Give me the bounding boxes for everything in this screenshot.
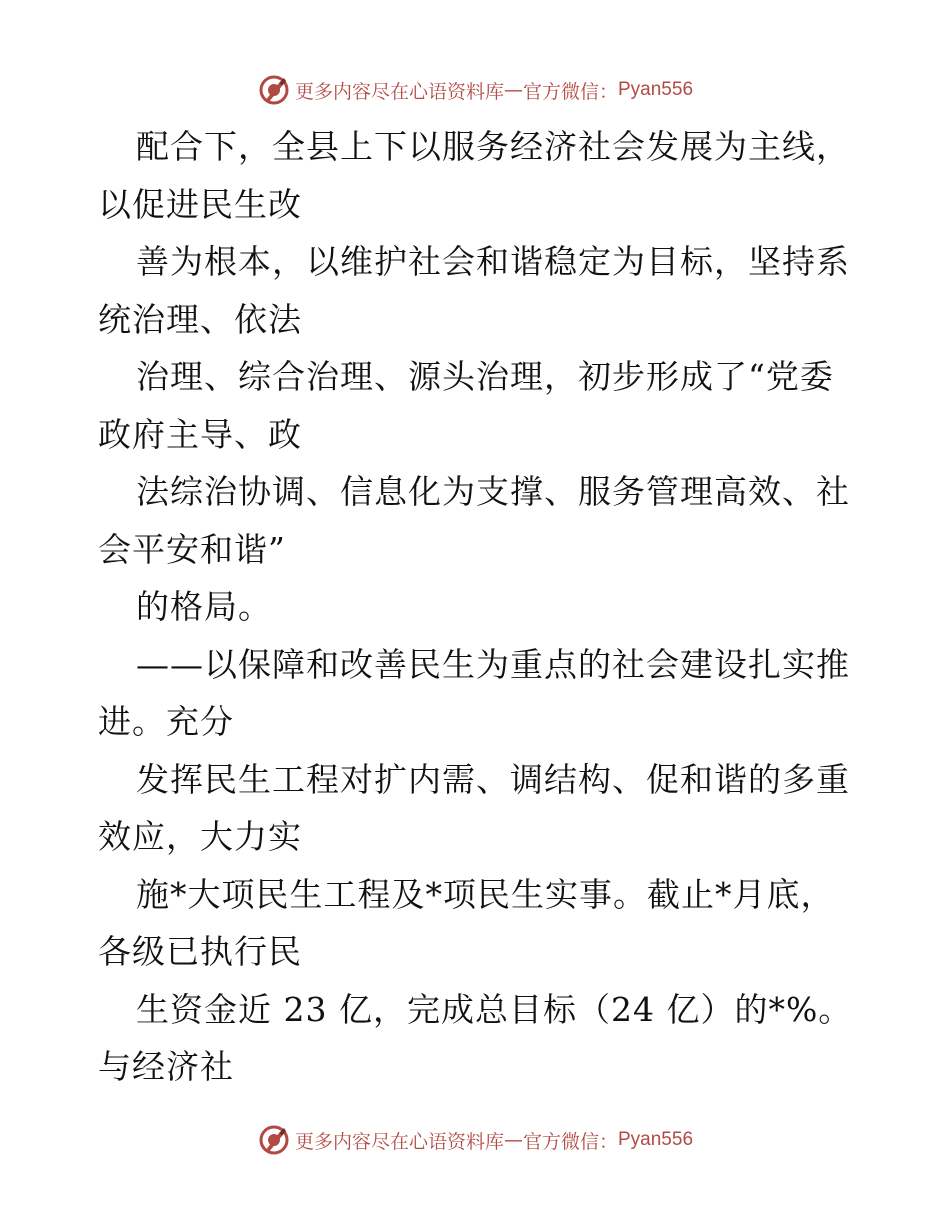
- body-line: 效应，大力实: [98, 817, 302, 856]
- header-banner: [0, 70, 950, 110]
- header-wechat-id: Pyan556: [618, 79, 694, 100]
- body-line: 进。充分: [98, 702, 234, 741]
- header-wechat-label: 官方微信：: [522, 80, 618, 103]
- pen-logo-icon: [257, 1123, 291, 1157]
- pen-logo-icon: [257, 73, 291, 107]
- body-line: 的格局。: [136, 587, 272, 626]
- footer-wechat-id: Pyan556: [618, 1129, 694, 1150]
- document-body: [98, 118, 858, 1096]
- body-line: 配合下，全县上下以服务经济社会发展为主线，: [136, 127, 850, 166]
- body-line: 施*大项民生工程及*项民生实事。截止*月底，: [136, 874, 835, 914]
- body-line: 法综治协调、信息化为支撑、服务管理高效、社: [136, 472, 850, 511]
- header-dash: —: [503, 79, 523, 101]
- footer-wechat-label: 官方微信：: [522, 1130, 618, 1153]
- body-line: 生资金近 23 亿，完成总目标（24 亿）的*%。: [136, 989, 853, 1029]
- footer-banner-text: 更多内容尽在心语资料库: [294, 1130, 504, 1153]
- body-line: 治理、综合治理、源头治理，初步形成了“党委: [136, 357, 834, 396]
- body-line: 与经济社: [98, 1047, 234, 1086]
- body-line: 会平安和谐”: [98, 529, 286, 569]
- footer-dash: —: [503, 1129, 523, 1151]
- body-line: 善为根本，以维护社会和谐稳定为目标，坚持系: [136, 242, 850, 281]
- body-line: 统治理、依法: [98, 299, 302, 339]
- body-line: 政府主导、政: [98, 414, 302, 454]
- header-banner-text: 更多内容尽在心语资料库: [294, 80, 504, 103]
- body-line: 以促进民生改: [98, 184, 302, 224]
- footer-banner: [0, 1120, 950, 1160]
- body-line: 发挥民生工程对扩内需、调结构、促和谐的多重: [136, 759, 850, 799]
- body-line: 各级已执行民: [98, 932, 302, 971]
- body-line: ——以保障和改善民生为重点的社会建设扎实推: [136, 644, 850, 684]
